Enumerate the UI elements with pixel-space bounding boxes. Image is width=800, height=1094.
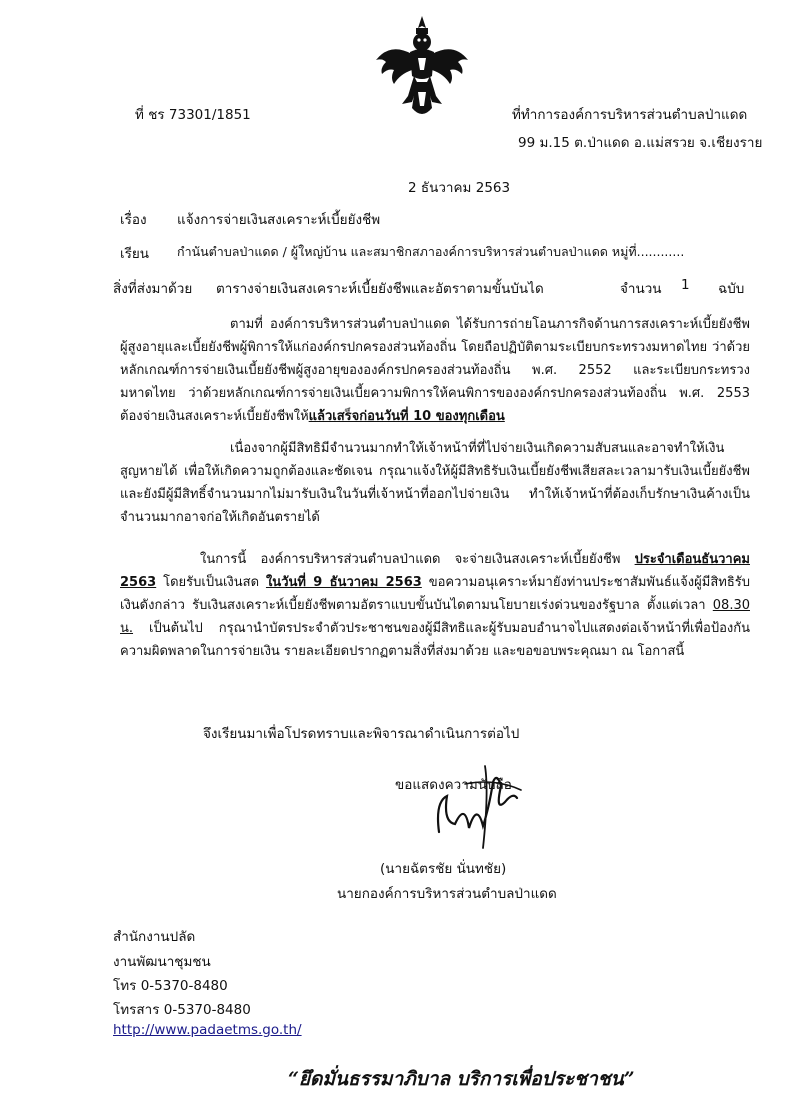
enclosure-label: สิ่งที่ส่งมาด้วย [113,281,193,297]
paragraph-background-text: ตามที่ องค์การบริหารส่วนตำบลป่าแดด ได้รับการถ่ายโอนภารกิจด้านการสงเคราะห์เบี้ยยังชีพผู้สูงอายุและเบี้ยยังชีพผู้พิการให้แก่องค์กรปกครองส่วนท้องถิ่น โดยถือปฏิบัติตามระเบียบกระทรวงมหาดไทย ว่าด้วยหลักเกณฑ์การจ่ายเงินเบี้ยยังชีพผู้สูงอายุขององค์กรปกครองส่วนท้องถิ่น พ.ศ. 2552 และระเบียบกระทรวงมหาดไทย ว่าด้วยหลักเกณฑ์การจ่ายเงินเบี้ยความพิการให้คนพิการขององค์กรปกครองส่วนท้องถิ่น พ.ศ. 2553 ต้องจ่ายเงินสงเคราะห์เบี้ยยังชีพให้ [120,317,750,424]
recipient-text: กำนันตำบลป่าแดด / ผู้ใหญ่บ้าน และสมาชิกสภาองค์การบริหารส่วนตำบลป่าแดด หมู่ที่............ [177,244,685,259]
office-address-line2: 99 ม.15 ต.ป่าแดด อ.แม่สรวย จ.เชียงราย [518,135,763,151]
schedule-request: ขอความอนุเคราะห์มายังท่านประชาสัมพันธ์แจ้งผู้มีสิทธิรับเงินดังกล่าว รับเงินสงเคราะห์เบี้ยยังชีพตามอัตราแบบขั้นบันไดตามนโยบายเร่งด่วนของรัฐบาล ตั้งแต่เวลา [120,575,750,613]
schedule-intro: ในการนี้ องค์การบริหารส่วนตำบลป่าแดด จะจ่ายเงินสงเคราะห์เบี้ยยังชีพ [200,552,635,567]
letter-date: 2 ธันวาคม 2563 [408,180,511,196]
signatory-name: (นายฉัตรชัย นั่นทชัย) [380,861,507,877]
payment-time: 08.30 น. [120,598,750,636]
paragraph-reason: เนื่องจากผู้มีสิทธิมีจำนวนมากทำให้เจ้าหน้าที่ที่ไปจ่ายเงินเกิดความสับสนและอาจทำให้เงินสูญหายได้ เพื่อให้เกิดความถูกต้องและชัดเจน กรุณาแจ้งให้ผู้มีสิทธิรับเงินเบี้ยยังชีพเสียสละเวลามารับเงินเบี้ยยังชีพ และยังมีผู้มีสิทธิ์จำนวนมากไม่มารับเงินในวันที่เจ้าหน้าที่ออกไปจ่ายเงิน ทำให้เจ้าหน้าที่ต้องเก็บรักษาเงินค้างเป็นจำนวนมากอาจก่อให้เกิดอันตรายได้ [120,441,750,525]
footer-department: สำนักงานปลัด [113,929,196,945]
recipient-label: เรียน [120,246,150,262]
enclosure-qty: 1 [681,277,690,293]
payment-date: ในวันที่ 9 ธันวาคม 2563 [265,575,422,590]
reference-number: ที่ ชร 73301/1851 [135,107,251,123]
enclosure-unit: ฉบับ [718,281,745,297]
paragraph-background [120,313,750,428]
footer-fax: โทรสาร 0-5370-8480 [113,1002,251,1018]
subject-label: เรื่อง [120,212,147,228]
regards: ขอแสดงความนับถือ [395,777,512,793]
enclosure-text: ตารางจ่ายเงินสงเคราะห์เบี้ยยังชีพและอัตราตามขั้นบันได [216,281,544,297]
schedule-details: เป็นต้นไป กรุณานำบัตรประจำตัวประชาชนของผู้มีสิทธิและผู้รับมอบอำนาจไปแสดงต่อเจ้าหน้าที่เพื่อป้องกันความผิดพลาดในการจ่ายเงิน รายละเอียดปรากฏตามสิ่งที่ส่งมาด้วย และขอขอบพระคุณมา ณ โอกาสนี้ [120,621,750,659]
subject-text: แจ้งการจ่ายเงินสงเคราะห์เบี้ยยังชีพ [177,212,381,228]
payment-deadline: แล้วเสร็จก่อนวันที่ 10 ของทุกเดือน [308,409,505,424]
closing-sentence: จึงเรียนมาเพื่อโปรดทราบและพิจารณาดำเนินการต่อไป [203,726,520,742]
schedule-cash: โดยรับเป็นเงินสด [156,575,266,590]
handwritten-signature [425,762,535,857]
paragraph-schedule [120,548,750,663]
office-address-line1: ที่ทำการองค์การบริหารส่วนตำบลป่าแดด [512,107,748,123]
footer-phone: โทร 0-5370-8480 [113,978,228,994]
payment-month: ประจำเดือนธันวาคม 2563 [120,552,750,590]
footer-section: งานพัฒนาชุมชน [113,954,211,970]
slogan: “ยึดมั่นธรรมาภิบาล บริการเพื่อประชาชน” [288,1068,635,1090]
garuda-emblem [372,12,472,124]
signatory-position: นายกองค์การบริหารส่วนตำบลป่าแดด [337,886,557,902]
enclosure-qty-label: จำนวน [620,281,662,297]
footer-website-link[interactable]: http://www.padaetms.go.th/ [113,1022,302,1038]
